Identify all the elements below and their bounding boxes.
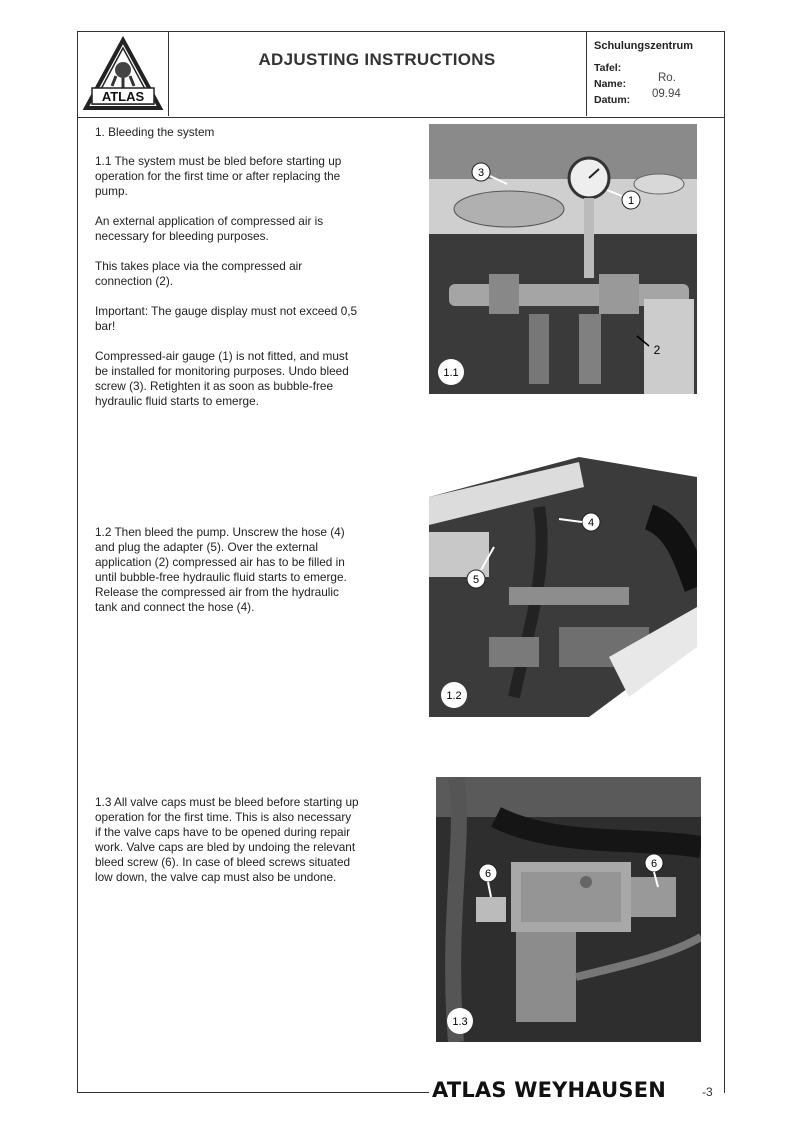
paragraph: An external application of compressed air is necessary for bleeding purposes.: [95, 214, 324, 243]
paragraph: 1.2 Then bleed the pump. Unscrew the hose (4) and plug the adapter (5). Over the external application (2) compressed air has to be filled in until bubble-free hydraulic fluid starts to emerge. Release the compressed air from the hydraulic tank and connect the hose (4).: [95, 525, 347, 614]
paragraph: Compressed-air gauge (1) is not fitted, and must be installed for monitoring purposes. Undo bleed screw (3). Retighten it as soon as bubble-free hydraulic fluid starts to emerge.: [95, 349, 349, 408]
callout-3: 3: [477, 167, 485, 179]
section-2-text: [95, 525, 360, 615]
datum-label: Datum:: [594, 94, 631, 106]
footer-brand: ATLAS WEYHAUSEN: [432, 1078, 667, 1102]
name-value: Ro.: [658, 72, 676, 84]
callout-1: 1: [627, 195, 635, 207]
section-1-text: [95, 125, 360, 409]
logo-text: ATLAS: [101, 89, 145, 104]
photo-label: 1.3: [452, 1016, 468, 1028]
photo-label: 1.1: [443, 367, 459, 379]
photo-1-3: [436, 777, 701, 1042]
callout-6-right: 6: [650, 858, 658, 870]
document-header: [77, 31, 725, 118]
title-cell: [168, 32, 587, 116]
photo-1-1: [429, 124, 697, 394]
page-number: -3: [702, 1085, 713, 1099]
paragraph: Important: The gauge display must not exceed 0,5 bar!: [95, 304, 358, 333]
logo-cell: [78, 32, 169, 116]
callout-4: 4: [587, 517, 595, 529]
callout-5: 5: [472, 574, 480, 586]
atlas-logo: [78, 32, 168, 116]
section-heading: 1. Bleeding the system: [95, 125, 215, 139]
datum-value: 09.94: [652, 88, 681, 100]
callout-6-left: 6: [484, 868, 492, 880]
tafel-label: Tafel:: [594, 62, 622, 74]
document-title: ADJUSTING INSTRUCTIONS: [258, 50, 496, 69]
name-label: Name:: [594, 78, 627, 90]
section-3-text: [95, 795, 360, 885]
paragraph: This takes place via the compressed air connection (2).: [95, 259, 303, 288]
callout-2: 2: [653, 343, 661, 357]
paragraph: 1.3 All valve caps must be bleed before starting up operation for the first time. This is also necessary if the valve caps have to be opened during repair work. Valve caps are bled by undoing the relevant bleed screw (6). In case of bleed screws situated low down, the valve cap must also be undone.: [95, 795, 359, 884]
photo-label: 1.2: [446, 690, 462, 702]
paragraph: 1.1 The system must be bled before starting up operation for the first time or after replacing the pump.: [95, 154, 342, 198]
info-cell: [586, 32, 724, 116]
footer-rule: [77, 1092, 429, 1093]
school-label: Schulungszentrum: [594, 40, 694, 52]
photo-1-2: [429, 457, 697, 717]
